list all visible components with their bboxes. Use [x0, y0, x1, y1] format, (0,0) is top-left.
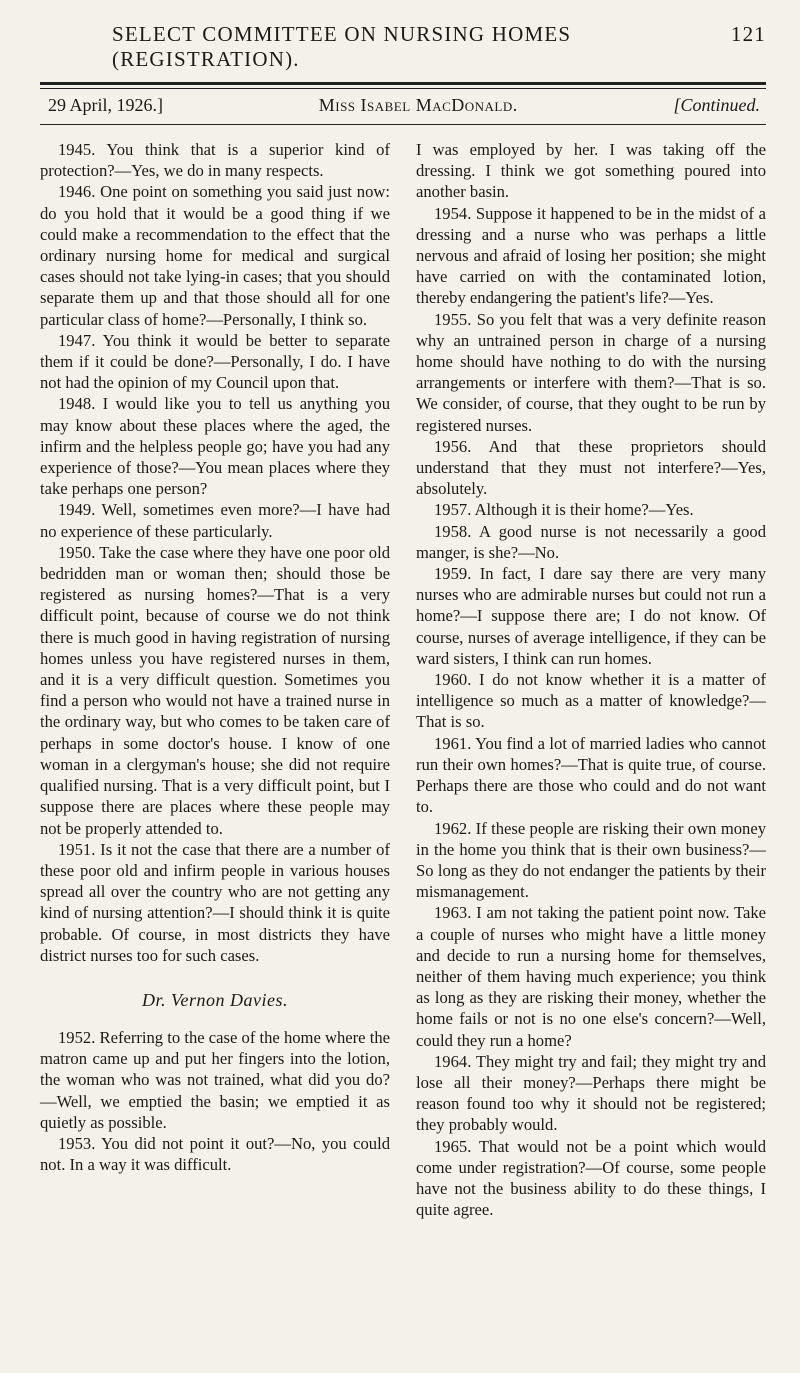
subheader [40, 95, 766, 116]
subheader-rule [40, 124, 766, 125]
running-head [40, 22, 766, 72]
question-1947: 1947. You think it would be better to separate them if it could be done?—Personally, I do. I have not had the opinion of my Council upon that. [40, 330, 390, 393]
continued-label: [Continued. [673, 95, 760, 115]
hearing-date: 29 April, 1926.] [48, 95, 163, 115]
question-1957: 1957. Although it is their home?—Yes. [434, 500, 694, 520]
right-column [416, 139, 766, 1220]
question-1950: 1950. Take the case where they have one poor old bedridden man or woman then; should those be registered as nursing homes?—That is a very difficult point, because of course we do not think there is much good in having registration of nursing homes unless you have registered nurses in them, and it is a very difficult question. Sometimes you find a person who would not have a trained nurse in the ordinary way, but who comes to be taken care of perhaps in some doctor's house. I know of one woman in a clergyman's house; she did not require qualified nursing. That is a very difficult point, but I suppose there are places where these people may not be properly attended to. [40, 542, 390, 838]
question-1952: 1952. Referring to the case of the home where the matron came up and put her fingers into the lotion, the woman who was not trained, what did you do?—Well, we emptied the basin; we emptied it as quietly as possible. [40, 1027, 390, 1132]
header-rule-thin [40, 88, 766, 89]
question-1955: 1955. So you felt that was a very definite reason why an untrained person in charge of a nursing home should have nothing to do with the nursing arrangements or interfere with them?—That is so. We consider, of course, that they ought to be run by registered nurses. [416, 309, 766, 435]
question-1954: 1954. Suppose it happened to be in the midst of a dressing and a nurse who was perhaps a little nervous and afraid of losing her position; she might have carried on with the contaminated lotion, thereby endangering the patient's life?—Yes. [416, 203, 766, 308]
question-1946: 1946. One point on something you said just now: do you hold that it would be a good thing if we could make a recommendation to the effect that the ordinary nursing home for medical and surgical cases should not take lying-in cases; that you should separate them up and that those should all for one particular class of home?—Personally, I think so. [40, 182, 390, 329]
question-1948: 1948. I would like you to tell us anything you may know about these places where the aged, the infirm and the helpless people go; have you had any experience of those?—You mean places where they take perhaps one person? [40, 394, 390, 499]
header-rule [40, 82, 766, 85]
question-1945: 1945. You think that is a superior kind of protection?—Yes, we do in many respects. [40, 140, 390, 181]
question-1960: 1960. I do not know whether it is a matter of intelligence so much as a matter of knowledge?—That is so. [416, 670, 766, 732]
speaker-heading: Dr. Vernon Davies. [142, 989, 288, 1010]
question-1953: 1953. You did not point it out?—No, you could not. In a way it was difficult. [40, 1133, 390, 1175]
continued-answer-1953: I was employed by her. I was taking off the dressing. I think we got something poured into another basin. [416, 140, 766, 202]
question-1951: 1951. Is it not the case that there are a number of these poor old and infirm people in various houses spread all over the country who are not getting any kind of nursing attention?—I should think it is quite probable. Of course, in most districts they have district nurses too for such cases. [40, 839, 390, 965]
question-1965: 1965. That would not be a point which would come under registration?—Of course, some people have not the business ability to do these things, I quite agree. [416, 1136, 766, 1220]
question-1949: 1949. Well, sometimes even more?—I have had no experience of these particularly. [40, 500, 390, 541]
question-1963: 1963. I am not taking the patient point now. Take a couple of nurses who might have a little money and decide to run a nursing home for themselves, neither of them having much experience; you think as long as they are risking their money, whether the home fails or not is no one else's concern?—Well, could they run a home? [416, 903, 766, 1050]
question-1962: 1962. If these people are risking their own money in the home you think that is their own business?—So long as they do not endanger the patients by their mismanagement. [416, 818, 766, 902]
text-columns [40, 139, 766, 1220]
page-number: 121 [730, 22, 766, 46]
question-1956: 1956. And that these proprietors should understand that they must not interfere?—Yes, absolutely. [416, 436, 766, 499]
question-1964: 1964. They might try and fail; they might try and lose all their money?—Perhaps there might be reason found too why it should not be registered; they probably would. [416, 1051, 766, 1135]
left-column [40, 139, 390, 1220]
report-title: SELECT COMMITTEE ON NURSING HOMES (REGISTRATION). [112, 22, 572, 71]
question-1958: 1958. A good nurse is not necessarily a good manger, is she?—No. [416, 521, 766, 562]
question-1959: 1959. In fact, I dare say there are very many nurses who are admirable nurses but could not run a home?—I suppose there are; I do not know. Of course, nurses of average intelligence, if they can be ward sisters, I think can run homes. [416, 564, 766, 668]
witness-name: Miss Isabel MacDonald. [318, 95, 518, 115]
question-1961: 1961. You find a lot of married ladies who cannot run their own homes?—That is quite true, of course. Perhaps there are those who could and do not want to. [416, 733, 766, 817]
